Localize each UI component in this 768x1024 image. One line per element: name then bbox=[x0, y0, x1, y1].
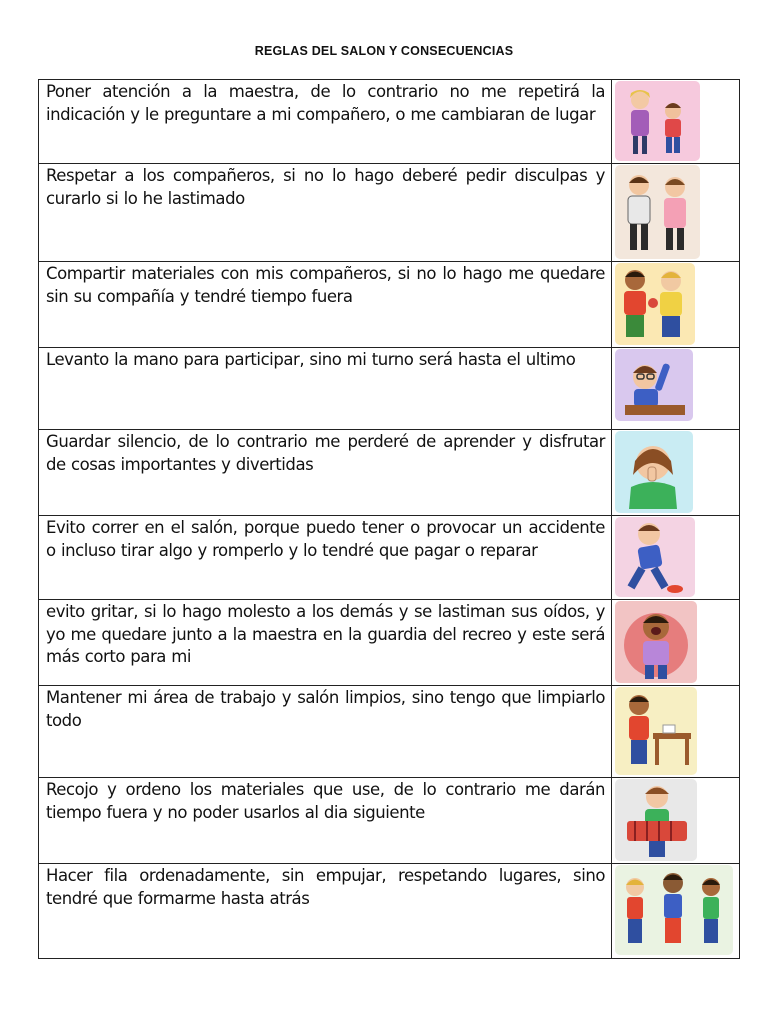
teacher-and-child-illustration bbox=[615, 81, 700, 161]
table-row bbox=[39, 686, 740, 778]
rule-cell bbox=[39, 262, 612, 348]
child-running-illustration bbox=[615, 517, 695, 597]
rule-cell bbox=[39, 864, 612, 959]
page-title: REGLAS DEL SALON Y CONSECUENCIAS bbox=[254, 44, 514, 58]
child-raising-hand-illustration bbox=[615, 349, 693, 421]
rule-text: Mantener mi área de trabajo y salón limpios, sino tengo que limpiarlo todo bbox=[46, 688, 605, 730]
table-row bbox=[39, 430, 740, 516]
rule-text: Levanto la mano para participar, sino mi turno será hasta el ultimo bbox=[46, 350, 576, 369]
illustration-cell bbox=[612, 686, 740, 778]
table-row bbox=[39, 864, 740, 959]
illustration-cell bbox=[612, 516, 740, 600]
child-shouting-illustration bbox=[615, 601, 697, 683]
table-row bbox=[39, 516, 740, 600]
child-tidying-illustration bbox=[615, 779, 697, 861]
rule-text: evito gritar, si lo hago molesto a los demás y se lastiman sus oídos, y yo me quedare junto a la maestra en la guardia del recreo y este será más corto para mi bbox=[46, 602, 605, 666]
illustration-cell bbox=[612, 164, 740, 262]
rule-cell bbox=[39, 164, 612, 262]
rule-cell bbox=[39, 686, 612, 778]
illustration-cell bbox=[612, 80, 740, 164]
children-in-line-illustration bbox=[615, 865, 733, 955]
rule-cell bbox=[39, 430, 612, 516]
child-cleaning-illustration bbox=[615, 687, 697, 775]
table-row bbox=[39, 778, 740, 864]
rules-table bbox=[38, 79, 740, 959]
table-row bbox=[39, 600, 740, 686]
child-silence-illustration bbox=[615, 431, 693, 513]
rule-text: Compartir materiales con mis compañeros, si no lo hago me quedare sin su compañía y tendré tiempo fuera bbox=[46, 264, 605, 306]
illustration-cell bbox=[612, 600, 740, 686]
children-sharing-illustration bbox=[615, 263, 695, 345]
rule-text: Poner atención a la maestra, de lo contrario no me repetirá la indicación y le preguntare a mi compañero, o me cambiaran de lugar bbox=[46, 82, 605, 124]
rule-text: Hacer fila ordenadamente, sin empujar, respetando lugares, sino tendré que formarme hasta atrás bbox=[46, 866, 605, 908]
table-row bbox=[39, 80, 740, 164]
illustration-cell bbox=[612, 778, 740, 864]
rule-cell bbox=[39, 778, 612, 864]
rule-text: Recojo y ordeno los materiales que use, de lo contrario me darán tiempo fuera y no poder usarlos al dia siguiente bbox=[46, 780, 605, 822]
rule-cell bbox=[39, 348, 612, 430]
rule-text: Guardar silencio, de lo contrario me perderé de aprender y disfrutar de cosas importantes y divertidas bbox=[46, 432, 605, 474]
table-row bbox=[39, 348, 740, 430]
children-helping-illustration bbox=[615, 165, 700, 259]
illustration-cell bbox=[612, 348, 740, 430]
rule-cell bbox=[39, 80, 612, 164]
table-row bbox=[39, 164, 740, 262]
rule-cell bbox=[39, 600, 612, 686]
illustration-cell bbox=[612, 430, 740, 516]
rule-cell bbox=[39, 516, 612, 600]
illustration-cell bbox=[612, 262, 740, 348]
illustration-cell bbox=[612, 864, 740, 959]
table-row bbox=[39, 262, 740, 348]
rule-text: Respetar a los compañeros, si no lo hago deberé pedir disculpas y curarlo si lo he lastimado bbox=[46, 166, 605, 208]
rule-text: Evito correr en el salón, porque puedo tener o provocar un accidente o incluso tirar algo y romperlo y lo tendré que pagar o reparar bbox=[46, 518, 605, 560]
